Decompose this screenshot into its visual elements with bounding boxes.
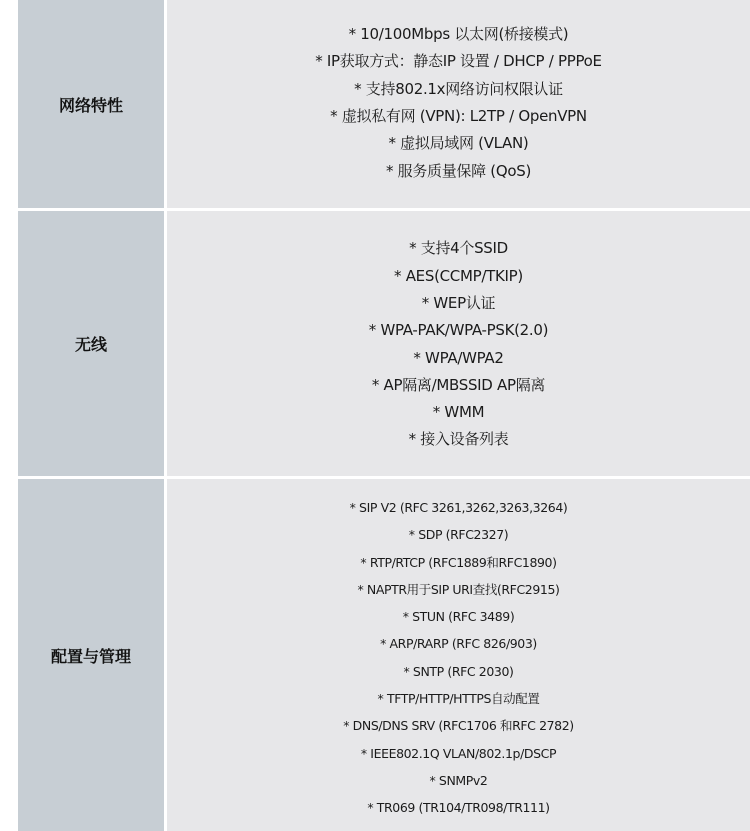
spec-item: * SNTP (RFC 2030) xyxy=(403,663,514,679)
row-label-network: 网络特性 xyxy=(18,0,164,208)
spec-row-network xyxy=(18,0,750,208)
spec-item: * AES(CCMP/TKIP) xyxy=(394,266,523,285)
spec-item: * WMM xyxy=(432,403,485,422)
spec-item: * 接入设备列表 xyxy=(408,430,509,449)
spec-item: * SIP V2 (RFC 3261,3262,3263,3264) xyxy=(349,500,568,515)
spec-item: * 服务质量保障 (QoS) xyxy=(385,161,532,180)
spec-item: * RTP/RTCP (RFC1889和RFC1890) xyxy=(360,554,557,570)
spec-item: * IP获取方式：静态IP 设置 / DHCP / PPPoE xyxy=(315,52,602,71)
spec-item: * IEEE802.1Q VLAN/802.1p/DSCP xyxy=(360,745,557,761)
spec-item: * DNS/DNS SRV (RFC1706 和RFC 2782) xyxy=(343,718,574,734)
row-content-management xyxy=(167,479,750,831)
spec-item: * TFTP/HTTP/HTTPS自动配置 xyxy=(377,691,540,707)
spec-item: * 虚拟局域网 (VLAN) xyxy=(388,134,529,153)
spec-item: * 10/100Mbps 以太网(桥接模式) xyxy=(348,25,569,44)
spec-item: * NAPTR用于SIP URI查找(RFC2915) xyxy=(357,581,560,597)
spec-item: * 虚拟私有网 (VPN): L2TP / OpenVPN xyxy=(330,107,587,125)
spec-item: * ARP/RARP (RFC 826/903) xyxy=(380,636,537,652)
spec-row-wireless xyxy=(18,211,750,476)
spec-item: * STUN (RFC 3489) xyxy=(402,609,515,625)
spec-item: * WEP认证 xyxy=(421,293,496,312)
spec-item: * TR069 (TR104/TR098/TR111) xyxy=(367,800,550,816)
row-content-wireless xyxy=(167,211,750,476)
row-content-network xyxy=(167,0,750,208)
spec-item: * AP隔离/MBSSID AP隔离 xyxy=(371,375,546,394)
spec-item: * SDP (RFC2327) xyxy=(408,527,509,543)
spec-item: * 支持4个SSID xyxy=(409,239,508,258)
spec-item: * WPA-PAK/WPA-PSK(2.0) xyxy=(368,321,549,340)
spec-item: * 支持802.1x网络访问权限认证 xyxy=(354,79,563,98)
row-label-management: 配置与管理 xyxy=(18,479,164,831)
spec-item: * SNMPv2 xyxy=(429,772,488,788)
row-label-wireless: 无线 xyxy=(18,211,164,476)
spec-row-management xyxy=(18,479,750,831)
spec-item: * WPA/WPA2 xyxy=(413,348,504,367)
